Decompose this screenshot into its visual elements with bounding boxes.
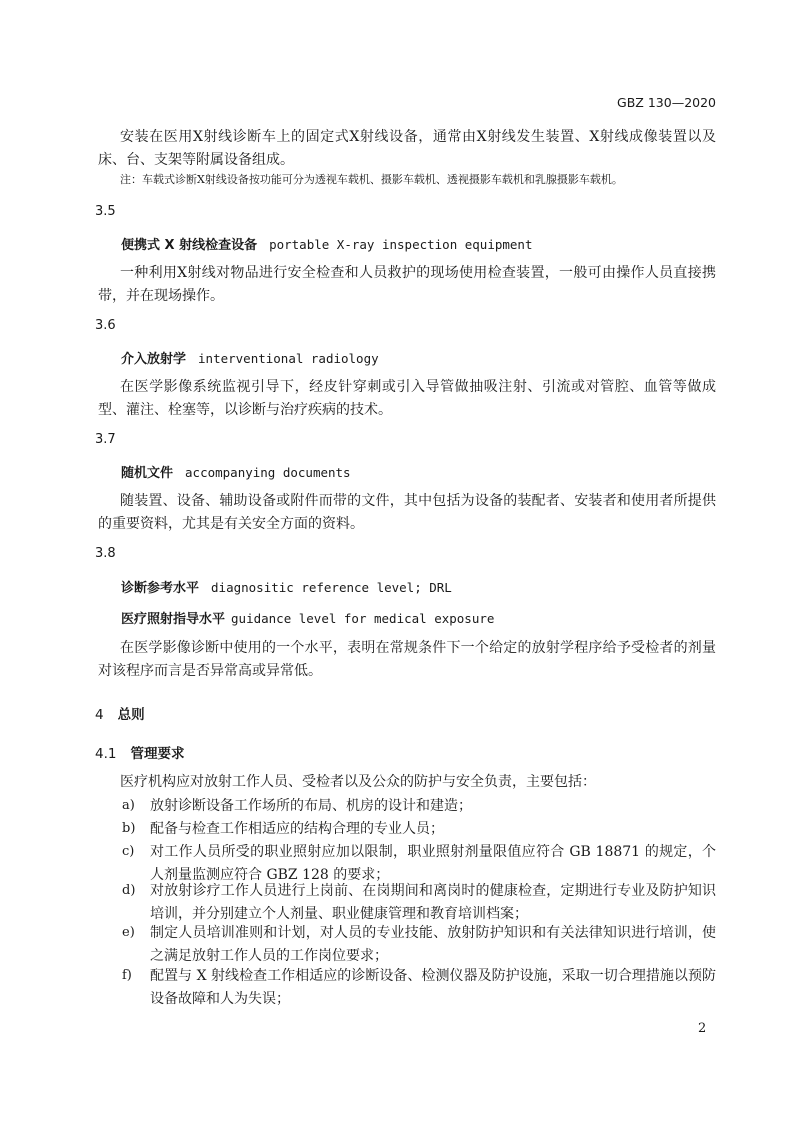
list-text: 配备与检查工作相适应的结构合理的专业人员；	[150, 821, 444, 837]
term-en: portable X-ray inspection equipment	[269, 237, 533, 252]
term-cn: 医疗照射指导水平	[121, 612, 226, 627]
clause-3-5-definition: 一种利用X射线对物品进行安全检查和人员救护的现场使用检查装置，一般可由操作人员直接携带，并在现场操作。	[98, 265, 716, 304]
list-marker: a)	[122, 798, 135, 813]
clause-3-6-number: 3.6	[95, 318, 116, 333]
term-en: guidance level for medical exposure	[231, 611, 495, 626]
clause-3-7-number: 3.7	[95, 432, 116, 447]
list-marker: e)	[122, 925, 135, 940]
section-number: 4	[95, 707, 104, 723]
list-item	[122, 922, 716, 967]
list-item	[122, 795, 716, 818]
term-cn: 诊断参考水平	[121, 581, 200, 596]
list-text: 对工作人员所受的职业照射应加以限制，职业照射剂量限值应符合 GB 18871 的规定，个人剂量监测应符合 GBZ 128 的要求；	[150, 844, 716, 883]
clause-3-7-definition: 随装置、设备、辅助设备或附件而带的文件，其中包括为设备的装配者、安装者和使用者所提供的重要资料，尤其是有关安全方面的资料。	[98, 493, 716, 532]
list-text: 对放射诊疗工作人员进行上岗前、在岗期间和离岗时的健康检查，定期进行专业及防护知识培训，并分别建立个人剂量、职业健康管理和教育培训档案；	[150, 883, 716, 922]
list-marker: c)	[122, 844, 135, 859]
list-item	[122, 818, 716, 841]
list-item	[122, 880, 716, 925]
page-number: 2	[698, 1021, 707, 1036]
clause-3-5-term	[121, 234, 532, 253]
term-cn: 便携式 X 射线检查设备	[121, 238, 258, 253]
section-4-1-heading	[95, 742, 184, 762]
clause-3-8-term-drl	[121, 577, 452, 596]
section-number: 4.1	[95, 746, 117, 762]
section-title: 总则	[117, 707, 145, 723]
clause-3-6-definition: 在医学影像系统监视引导下，经皮针穿刺或引入导管做抽吸注射、引流或对管腔、血管等做成型、灌注、栓塞等，以诊断与治疗疾病的技术。	[98, 379, 716, 418]
clause-3-7-term	[121, 462, 351, 481]
term-en: diagnositic reference level; DRL	[211, 580, 452, 595]
list-marker: f)	[122, 968, 132, 983]
note-vehicle-xray: 注：车载式诊断X射线设备按功能可分为透视车载机、摄影车载机、透视摄影车载机和乳腺摄影车载机。	[120, 173, 623, 186]
clause-3-8-number: 3.8	[95, 546, 116, 561]
term-en: accompanying documents	[185, 465, 351, 480]
standard-number: GBZ 130—2020	[617, 95, 716, 110]
clause-3-8-term-guidance	[121, 608, 494, 627]
list-marker: b)	[122, 821, 136, 836]
list-text: 配置与 X 射线检查工作相适应的诊断设备、检测仪器及防护设施，采取一切合理措施以预防设备故障和人为失误；	[150, 968, 716, 1007]
list-text: 制定人员培训准则和计划，对人员的专业技能、放射防护知识和有关法律知识进行培训，使之满足放射工作人员的工作岗位要求；	[150, 925, 716, 964]
list-marker: d)	[122, 883, 136, 898]
list-item	[122, 965, 716, 1010]
list-text: 放射诊断设备工作场所的布局、机房的设计和建造；	[150, 798, 472, 814]
clause-3-8-definition: 在医学影像诊断中使用的一个水平，表明在常规条件下一个给定的放射学程序给予受检者的剂量对该程序而言是否异常高或异常低。	[98, 640, 716, 679]
clause-3-5-number: 3.5	[95, 204, 116, 219]
section-title: 管理要求	[130, 746, 185, 762]
section-4-heading	[95, 703, 145, 723]
term-cn: 介入放射学	[121, 352, 187, 367]
paragraph-vehicle-xray: 安装在医用X射线诊断车上的固定式X射线设备，通常由X射线发生装置、X射线成像装置以及床、台、支架等附属设备组成。	[98, 129, 716, 168]
term-cn: 随机文件	[121, 466, 174, 481]
term-en: interventional radiology	[198, 351, 379, 366]
section-4-1-intro: 医疗机构应对放射工作人员、受检者以及公众的防护与安全负责，主要包括：	[120, 774, 596, 790]
clause-3-6-term	[121, 348, 379, 367]
